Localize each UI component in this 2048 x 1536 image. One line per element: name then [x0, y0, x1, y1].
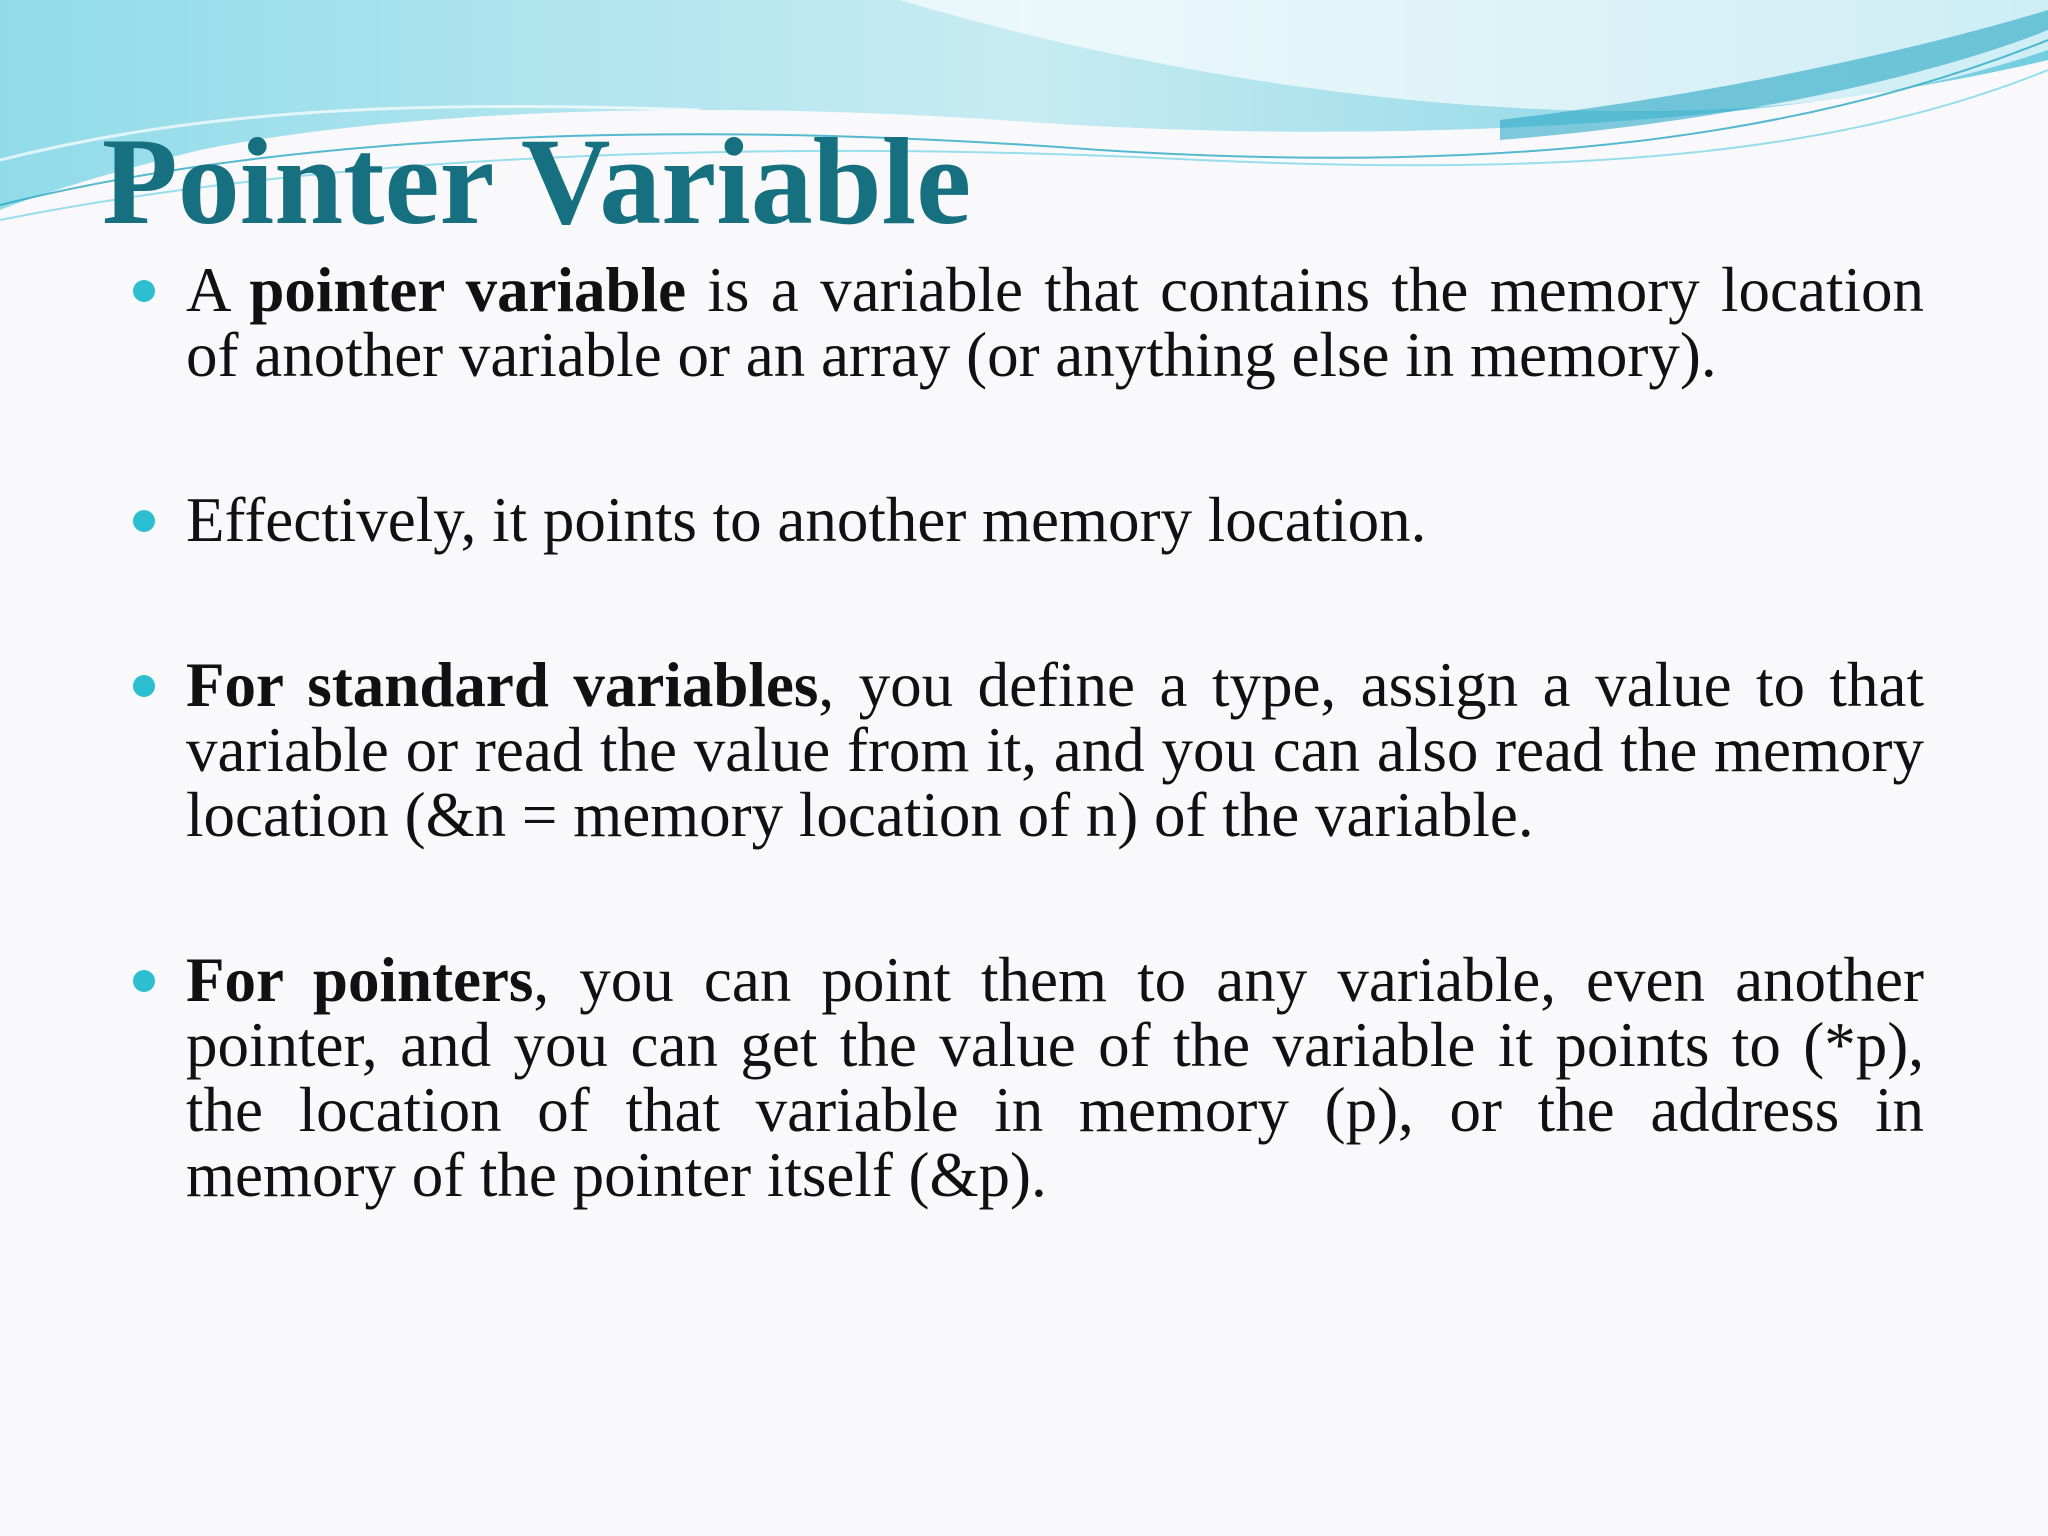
bullet-item — [186, 945, 1924, 1210]
bullet-text-bold: For pointers — [186, 945, 534, 1015]
bullet-dot-icon — [133, 970, 155, 992]
bullet-dot-icon — [133, 675, 155, 697]
bullet-dot-icon — [133, 280, 155, 302]
bullet-dot-icon — [133, 510, 155, 532]
bullet-text-prefix: A — [186, 255, 250, 325]
bullet-item — [186, 650, 1924, 850]
bullet-text-rest: , you can point them to any variable, even another pointer, and you can get the value of the variable it points to (*p), the location of that variable in memory (p), or the address in memory of the pointer itself (&p). — [186, 945, 1924, 1210]
bullet-text-bold: For standard variables — [186, 650, 819, 720]
bullet-text-rest: is a variable that contains the memory location of another variable or an array (or anything else in memory). — [186, 255, 1924, 390]
bullet-text-rest: , you define a type, assign a value to that variable or read the value from it, and you can also read the memory location (&n = memory location of n) of the variable. — [186, 650, 1924, 850]
slide-title: Pointer Variable — [102, 113, 972, 250]
bullet-item — [186, 255, 1924, 390]
bullet-item — [186, 485, 1924, 555]
bullet-list — [186, 255, 1924, 1210]
bullet-text-prefix: Effectively, it points to another memory location. — [186, 485, 1427, 555]
bullet-text-bold: pointer variable — [249, 255, 687, 325]
